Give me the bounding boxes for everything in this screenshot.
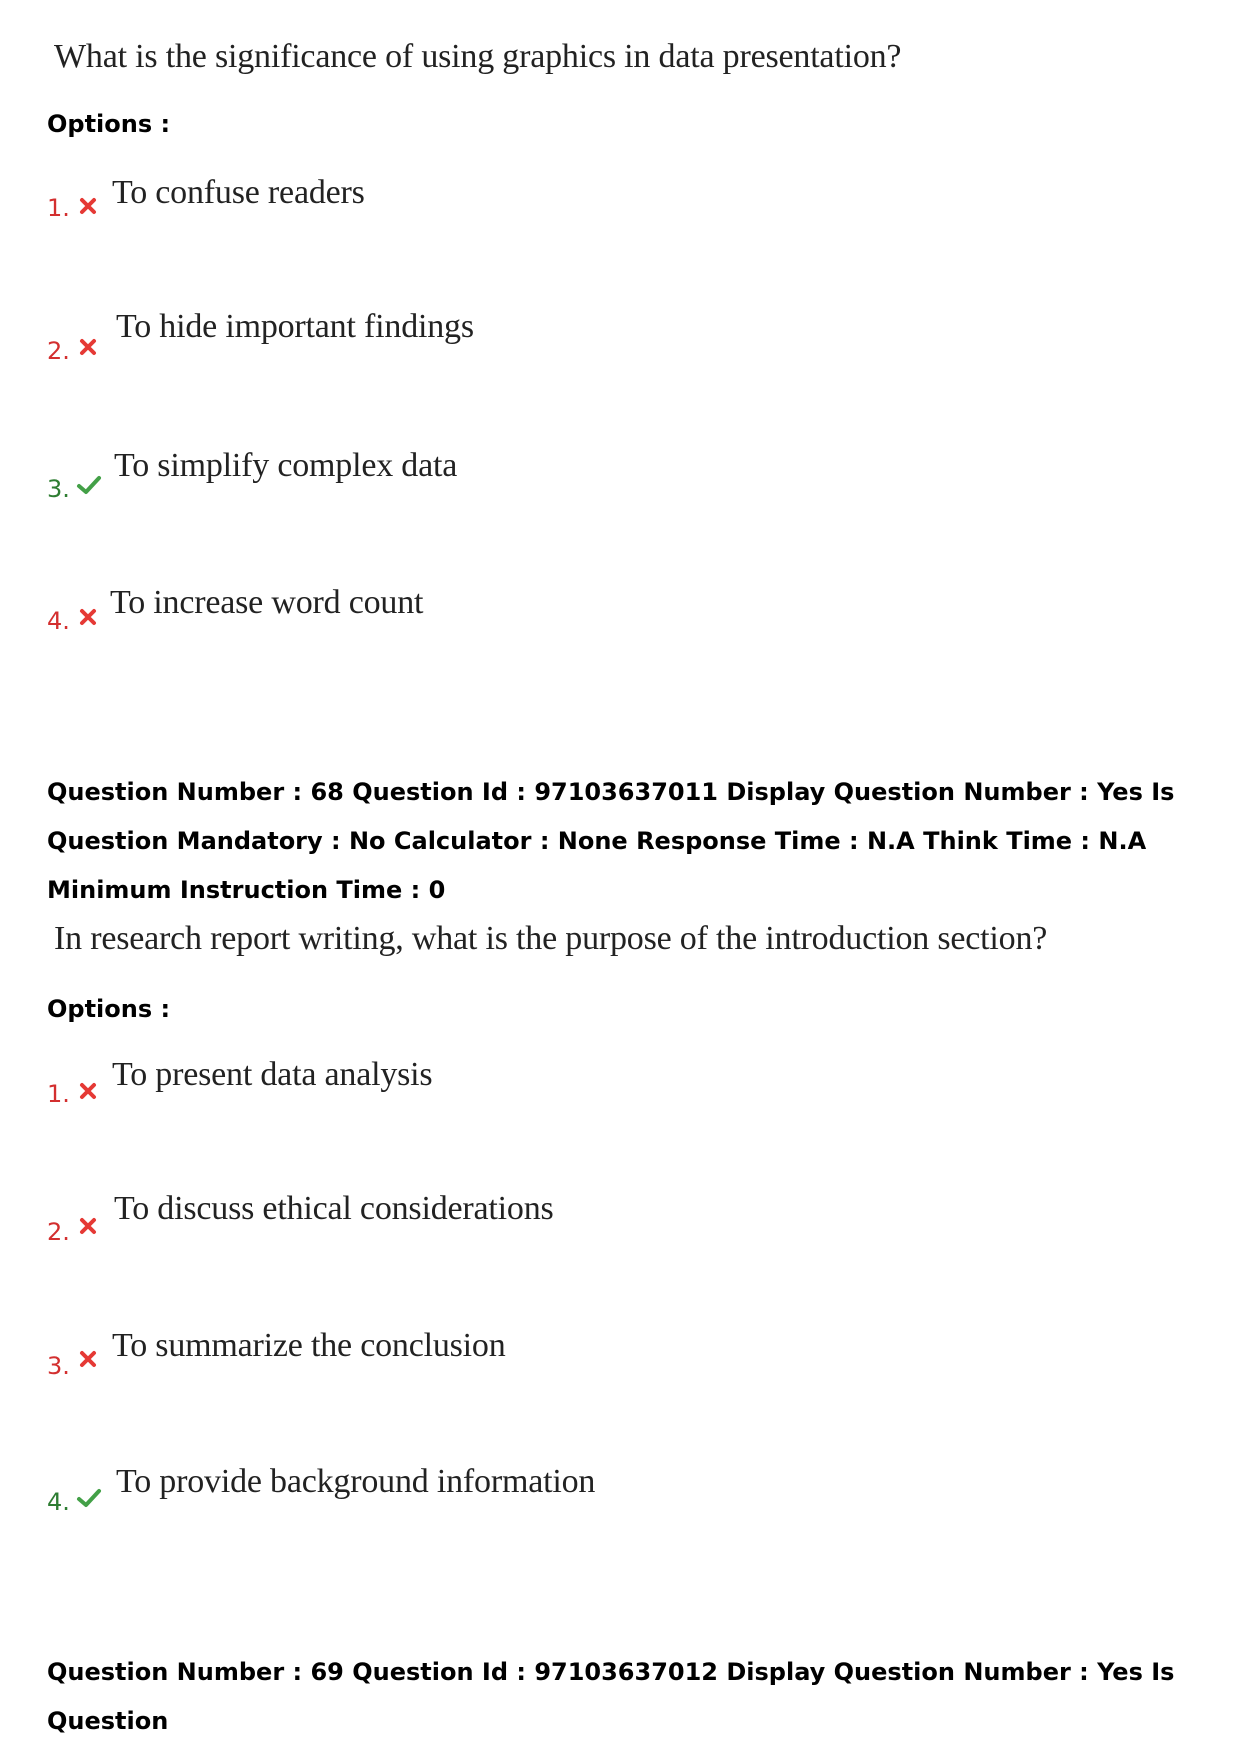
options-label: Options : [47, 110, 171, 138]
option-number: 2. [47, 337, 70, 365]
option-number: 3. [47, 475, 70, 503]
option-text: To summarize the conclusion [112, 1327, 506, 1364]
option-number: 4. [47, 607, 70, 635]
cross-icon [77, 1215, 99, 1237]
question-meta: Question Number : 69 Question Id : 97103637012 Display Question Number : Yes Is Question [47, 1658, 1175, 1735]
option-text: To hide important findings [116, 308, 474, 345]
question-text: What is the significance of using graphics in data presentation? [54, 38, 902, 75]
check-icon [76, 1487, 102, 1509]
option-number: 1. [47, 194, 70, 222]
cross-icon [77, 195, 99, 217]
options-label: Options : [47, 995, 171, 1023]
option-text: To present data analysis [112, 1056, 433, 1093]
option-number: 3. [47, 1352, 70, 1380]
question-text: In research report writing, what is the purpose of the introduction section? [54, 920, 1048, 957]
check-icon [76, 474, 102, 496]
option-number: 2. [47, 1218, 70, 1246]
option-text: To simplify complex data [114, 447, 458, 484]
option-text: To confuse readers [112, 174, 365, 211]
option-text: To provide background information [116, 1463, 596, 1500]
option-text: To discuss ethical considerations [114, 1190, 554, 1227]
cross-icon [77, 336, 99, 358]
cross-icon [77, 1348, 99, 1370]
cross-icon [77, 606, 99, 628]
option-number: 1. [47, 1080, 70, 1108]
cross-icon [77, 1080, 99, 1102]
option-text: To increase word count [110, 584, 424, 621]
question-meta: Question Number : 68 Question Id : 97103637011 Display Question Number : Yes Is Question Mandatory : No Calculator : None Response Time : N.A Think Time : N.A Minimum Instruction Time : 0 [47, 778, 1175, 904]
option-number: 4. [47, 1488, 70, 1516]
